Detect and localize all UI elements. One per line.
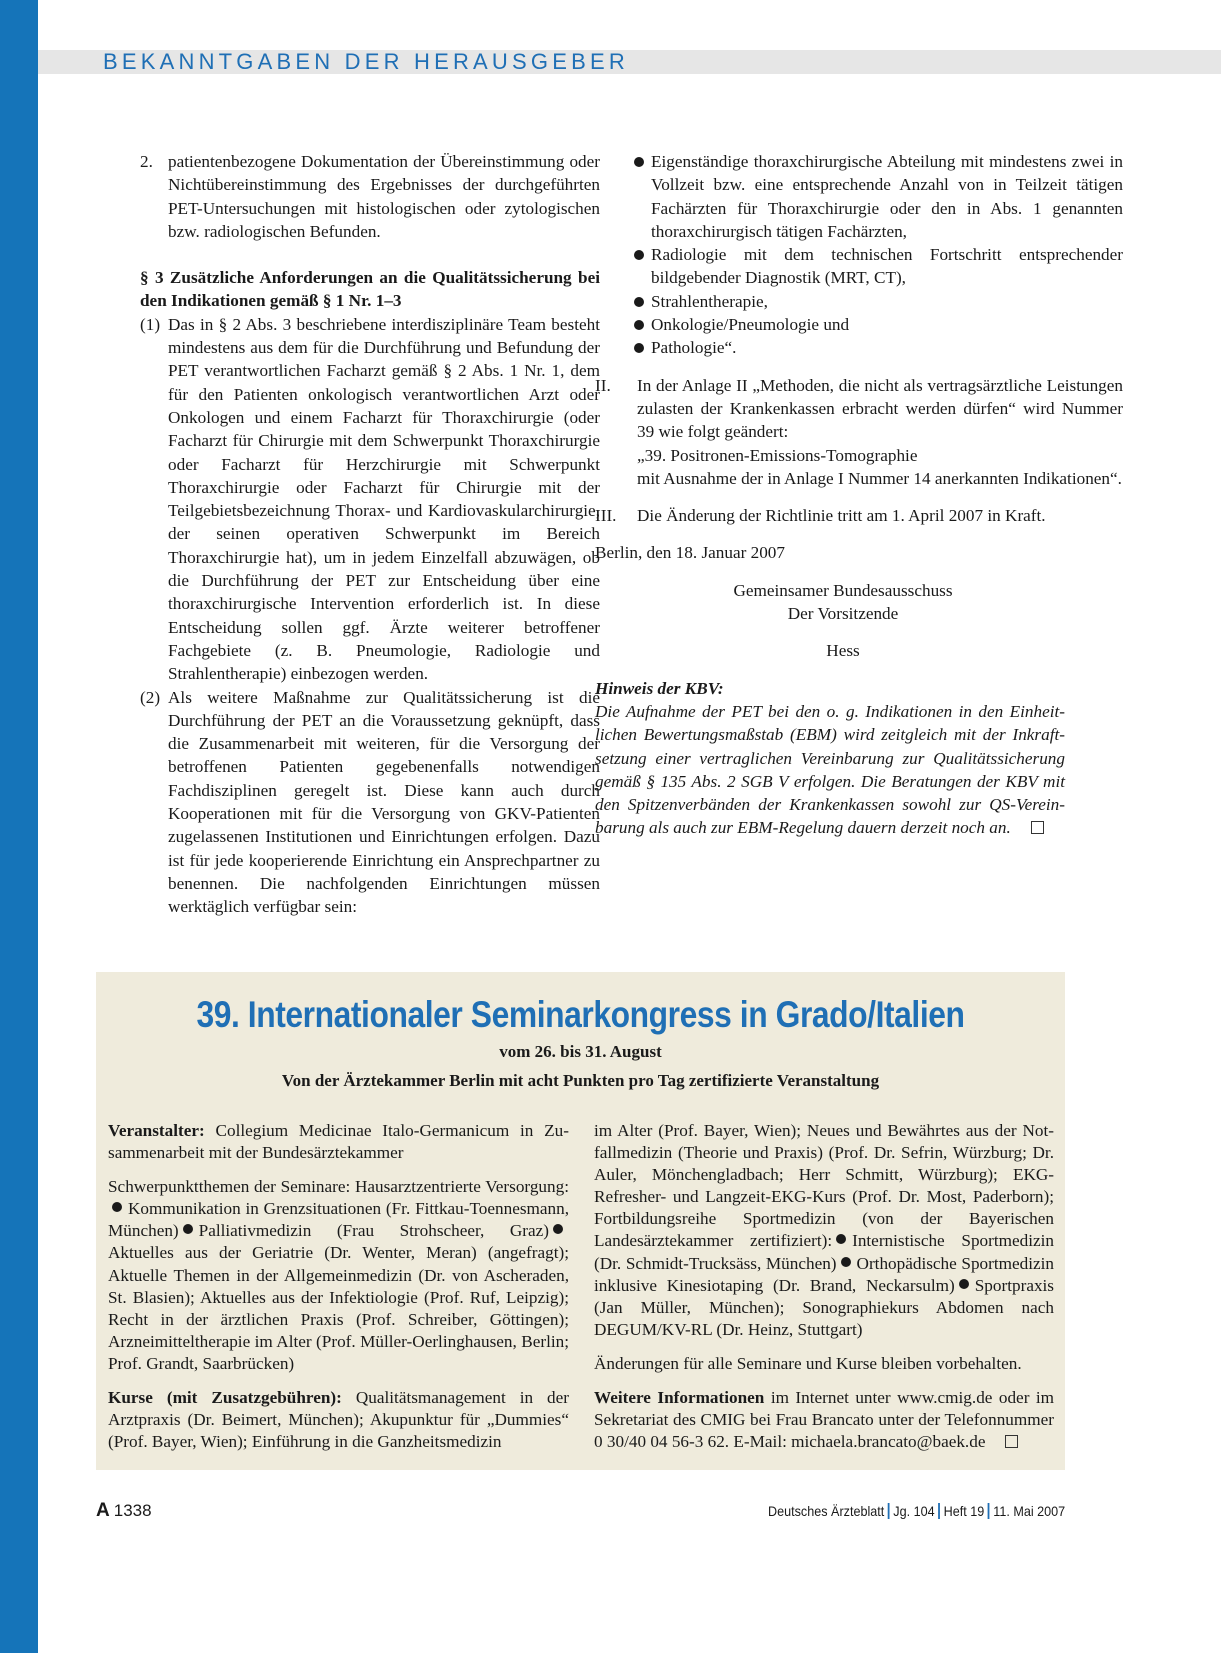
paragraph-2 (140, 686, 600, 919)
topic-item: Palliativmedizin (Frau Strohscheer, Graz) (198, 1221, 549, 1241)
paragraph-number: (2) (140, 687, 161, 707)
courses-continued-text: im Alter (Prof. Bayer, Wien); Neues und Bewährtes aus der Notfallmedizin (Theorie und Praxis) (Prof. Dr. Sefrin, Würzburg; Dr. Auler, Mönchengladbach; Herr Schmitt, Würzburg); EKG-Refresher- und Langzeit-EKG-Kurs (Prof. Dr. Most, Paderborn); Fortbildungsreihe Sportmedizin (von der Bayerischen Landesärztekammer zertifiziert): (594, 1121, 1054, 1251)
bullet-icon (634, 343, 644, 353)
journal-date: 11. Mai 2007 (993, 1503, 1065, 1519)
changes-notice: Änderungen für alle Seminare und Kurse bleiben vorbehalten. (594, 1353, 1022, 1373)
bullet-icon (634, 320, 644, 330)
topic-item: Sportpraxis (Jan Müller, München); Sonographiekurs Abdomen nach DEGUM/KV-RL (Dr. Heinz, Stuttgart) (594, 1275, 1054, 1339)
page-letter: A (96, 1500, 110, 1521)
journal-volume: Jg. 104 (893, 1503, 935, 1519)
list-item-text: Strahlentherapie, (651, 291, 768, 311)
end-mark-icon (1031, 821, 1044, 834)
journal-info (768, 1503, 1065, 1519)
topic-item: Internistische Sportmedizin (Dr. Schmidt-Trucksäss, München) (594, 1231, 1054, 1273)
paragraph-number: (1) (140, 314, 161, 334)
topic-item: Aktuelles aus der Geriatrie (Dr. Wenter, Meran) (angefragt); Aktuelle Themen in der Allgemeinmedizin (Dr. von Ascheraden, St. Blasien); Aktuelles aus der Infektiologie (Prof. Ruf, Leipzig); Recht in der ärztlichen Praxis (Prof. Schreiber, Göttingen); Arzneimitteltherapie im Alter (Prof. Müller-Oerlinghausen, Berlin; Prof. Grandt, Saarbrücken) (108, 1243, 569, 1373)
bullet-icon (634, 157, 644, 167)
separator (988, 1503, 990, 1519)
list-item (627, 336, 1123, 359)
list-item (627, 243, 1123, 290)
place-date: Berlin, den 18. Januar 2007 (595, 543, 785, 563)
topic-item: Kommunikation in Grenzsituationen (Fr. Fittkau-Toennesmann, München) (108, 1199, 569, 1241)
roman-item-3 (595, 504, 1123, 527)
paragraph-text: Als weitere Maßnahme zur Qualitätssicherung ist die Durchführung der PET an die Voraussetzung geknüpft, dass die Zusammenarbeit mit weiteren, für die Versorgung der betroffenen Patienten gegebenenfalls notwendigen Fachdisziplinen geregelt ist. Diese kann auch durch Kooperationen mit für die Versorgung von GKV-Patienten zugelassenen Institutionen und Einrichtungen erfolgen. Dazu ist für jede kooperierende Einrichtung ein Ansprechpartner zu benennen. Die nachfolgenden Einrichtungen müssen werktäglich verfügbar sein: (168, 687, 600, 917)
bullet-icon (841, 1257, 851, 1267)
congress-title: 39. Internationaler Seminarkongress in Grado/Italien (196, 994, 965, 1035)
congress-dates: vom 26. bis 31. August (499, 1042, 662, 1061)
list-item-text: Pathologie“. (651, 338, 737, 358)
signatory: Hess (826, 641, 860, 661)
note-text (595, 700, 1065, 840)
note-heading: Hinweis der KBV: (595, 678, 724, 698)
courses-text: Qualitätsmanagement in der Arztpraxis (Dr. Beimert, München); Akupunktur für „Dummies“ (Prof. Bayer, Wien); Einführung in die Ganzheitsmedizin (108, 1388, 569, 1452)
bullet-icon (183, 1224, 193, 1234)
roman-quote-line: „39. Positronen-Emissions-Tomographie (637, 445, 918, 465)
roman-number: III. (595, 506, 617, 526)
right-column (595, 150, 1123, 840)
organizer-text: Collegium Medicinae Italo-Germanicum in Zusammenarbeit mit der Bundesärztekammer (108, 1121, 570, 1163)
side-color-bar (0, 0, 38, 1653)
paragraph-text: Das in § 2 Abs. 3 beschriebene interdisziplinäre Team besteht mindestens aus dem für die Durchführung und Befundung der PET verantwortlichen Facharzt gemäß § 2 Abs. 1 Nr. 1, dem für den Patienten onkologisch verantwortlichen Arzt oder Onkologen und einem Facharzt für Thoraxchirurgie (oder Facharzt für Chirurgie mit dem Schwerpunkt Thoraxchirurgie oder Facharzt für Herzchirurgie mit Schwerpunkt Thoraxchirurgie oder Facharzt für Chirurgie mit der Teilgebietsbezeichnung Thorax- und Kardiovaskularchirurgie, der seinen operativen Schwerpunkt im Bereich Thoraxchirurgie hat), um in jedem Einzelfall abzuwägen, ob die Durchführung der PET zur Entscheidung über eine thoraxchirurgische Intervention erforderlich ist. In diese Entscheidung sollen ggf. Ärzte weiterer betroffener Fachgebiete (z. B. Pneumologie, Radiologie und Strahlentherapie) einbezogen werden. (168, 314, 600, 684)
roman-text: Die Änderung der Richtlinie tritt am 1. April 2007 in Kraft. (637, 506, 1046, 526)
separator (938, 1503, 940, 1519)
journal-name: Deutsches Ärzteblatt (767, 1503, 885, 1519)
organizer-label: Veranstalter: (108, 1121, 205, 1140)
bullet-icon (634, 250, 644, 260)
congress-announcement-box (96, 972, 1065, 1470)
congress-certification: Von der Ärztekammer Berlin mit acht Punkten pro Tag zertifizierte Veranstaltung (281, 1071, 880, 1090)
bullet-icon (634, 297, 644, 307)
topic-item: Orthopädische Sportmedizin inklusive Kinesiotaping (Dr. Brand, Neckarsulm) (594, 1253, 1054, 1295)
paragraph-1 (140, 313, 600, 686)
roman-quote-line: mit Ausnahme der in Anlage I Nummer 14 anerkannten Indikationen“. (637, 468, 1122, 488)
more-info (594, 1387, 1054, 1453)
topics (108, 1176, 569, 1375)
bullet-icon (553, 1224, 563, 1234)
info-label: Weitere Informationen (594, 1388, 765, 1408)
list-item-text: Eigenständige thoraxchirurgische Abteilung mit mindestens zwei in Vollzeit bzw. eine entsprechende Anzahl von in Teilzeit tätigen Fachärzten für Thoraxchirurgie oder den in Abs. 1 genannten thoraxchirurgisch tätigen Fachärzten, (651, 152, 1123, 241)
list-item (627, 313, 1123, 336)
organization-role: Der Vorsitzende (787, 604, 899, 624)
organizer (108, 1120, 569, 1164)
list-item-number: 2. (140, 152, 153, 171)
list-item (627, 290, 1123, 313)
note-body: Die Aufnahme der PET bei den o. g. Indikationen in den Einheitlichen Bewertungsmaßstab (EBM) wird zeitgleich mit der Inkraftsetzung einer vertraglichen Vereinbarung zur Qualitätssicherung gemäß § 135 Abs. 2 SGB V erfolgen. Die Beratungen der KBV mit den Spitzenverbänden der Krankenkassen sowohl zur QS-Vereinbarung als auch zur EBM-Regelung dauern derzeit noch an. (595, 701, 1065, 838)
bullet-icon (112, 1202, 122, 1212)
list-item (627, 150, 1123, 243)
journal-issue: Heft 19 (943, 1503, 985, 1519)
page-number (96, 1500, 152, 1522)
courses-continued (594, 1120, 1054, 1341)
courses-label: Kurse (mit Zusatzgebühren): (108, 1388, 342, 1408)
section-title: BEKANNTGABEN DER HERAUSGEBER (103, 49, 629, 74)
list-item-2 (140, 150, 600, 243)
congress-right-column (594, 1120, 1054, 1453)
page-number-value: 1338 (113, 1501, 152, 1520)
list-item-text: Onkologie/Pneumologie und (651, 315, 850, 335)
roman-number: II. (595, 375, 611, 395)
congress-left-column (108, 1120, 569, 1453)
topics-intro: Schwerpunktthemen der Seminare: Hausarztzentrierte Versorgung: (108, 1177, 569, 1197)
organization-name: Gemeinsamer Bundesausschuss (733, 580, 953, 600)
list-item-text: patientenbezogene Dokumentation der Übereinstimmung oder Nichtübereinstimmung des Ergebnisses der durchgeführten PET-Untersuchungen mit histologischen oder zytologischen bzw. radiologischen Befunden. (168, 152, 600, 241)
section-3-heading: § 3 Zusätzliche Anforderungen an die Qualitätssicherung bei den Indikationen gemäß § 1 Nr. 1–3 (140, 268, 600, 311)
list-item-text: Radiologie mit dem technischen Fortschritt entsprechender bildgebender Diagnostik (MRT, CT), (651, 245, 1123, 288)
roman-text: In der Anlage II „Methoden, die nicht als vertragsärztliche Leistungen zulasten der Krankenkassen erbracht werden dürfen“ wird Nummer 39 wie folgt geändert: (637, 375, 1123, 442)
end-mark-icon (1005, 1435, 1018, 1448)
left-column (140, 150, 600, 919)
roman-item-2 (595, 374, 1123, 490)
courses (108, 1387, 569, 1453)
bullet-icon (836, 1234, 846, 1244)
bullet-icon (959, 1279, 969, 1289)
separator (888, 1503, 890, 1519)
info-text: im Internet unter www.cmig.de oder im Sekretariat des CMIG bei Frau Brancato unter der Telefonnummer 0 30/40 04 56-3 62. E-Mail: michaela.brancato@baek.de (594, 1388, 1055, 1452)
